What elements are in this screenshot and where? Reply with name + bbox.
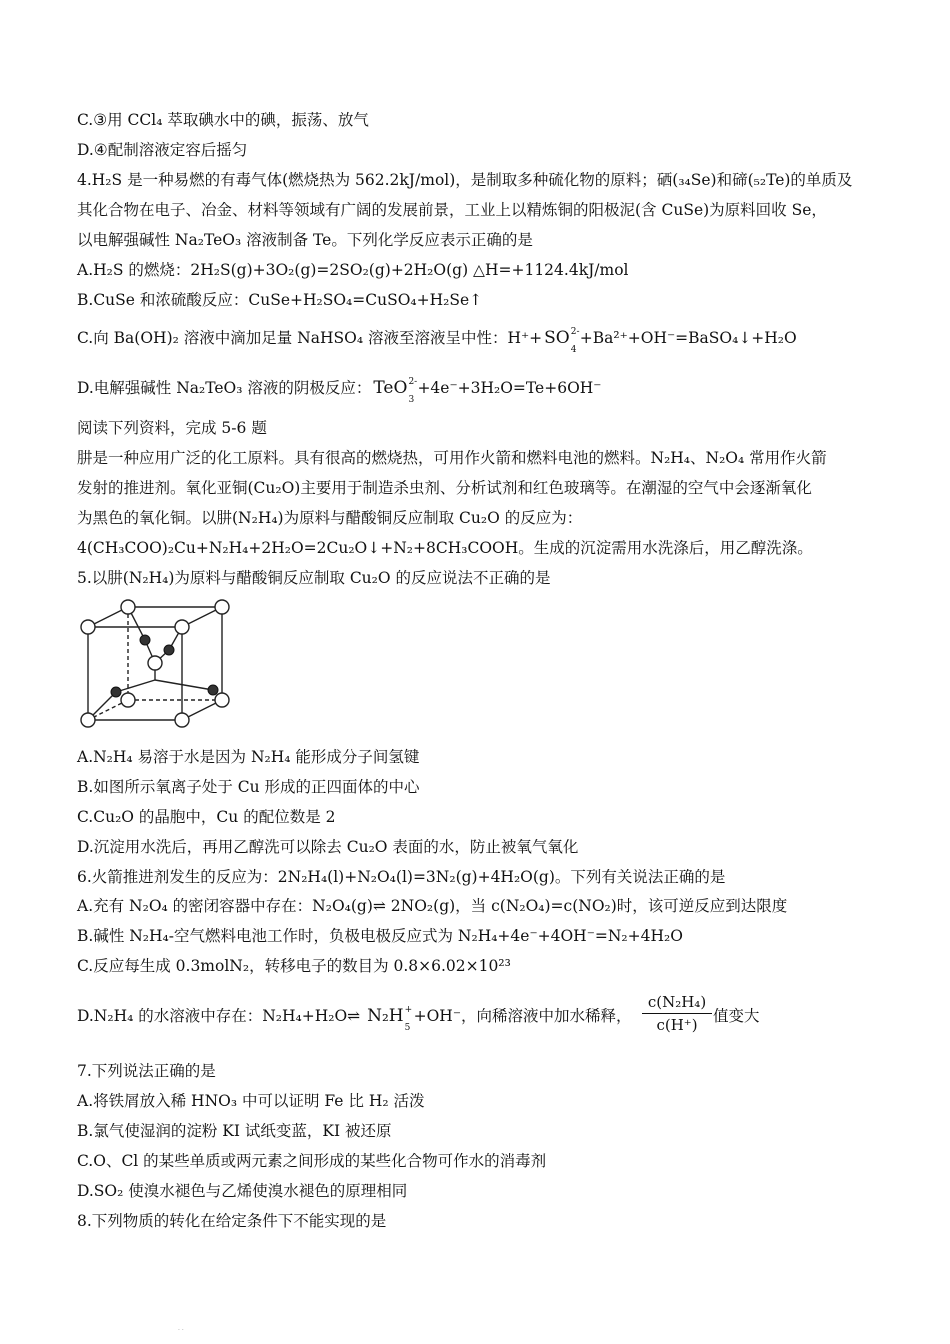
q6-option-d-tail: 值变大 [713, 1007, 760, 1025]
atom-corner [175, 713, 189, 727]
atom-corner [215, 600, 229, 614]
reading-para-line-2: 发射的推进剂。氧化亚铜(Cu₂O)主要用于制造杀虫剂、分析试剂和红色玻璃等。在潮湿的空气中会逐渐氧化 [77, 479, 812, 497]
q4-option-d-tail: +4e⁻+3H₂O=Te+6OH⁻ [417, 379, 602, 397]
q5-option-b: B.如图所示氧离子处于 Cu 形成的正四面体的中心 [77, 778, 420, 796]
q4-option-b: B.CuSe 和浓硫酸反应：CuSe+H₂SO₄=CuSO₄+H₂Se↑ [77, 291, 483, 309]
atom-inner [140, 635, 150, 645]
q6-option-d-mid: +OH⁻，向稀溶液中加水稀释， [413, 1007, 632, 1025]
q4-stem-line-1: 4.H₂S 是一种易燃的有毒气体(燃烧热为 562.2kJ/mol)，是制取多种硫化物的原料；硒(₃₄Se)和碲(₅₂Te)的单质及 [77, 171, 853, 189]
q6-option-c: C.反应每生成 0.3molN₂，转移电子的数目为 0.8×6.02×10²³ [77, 957, 511, 975]
q5-option-d: D.沉淀用水洗后，再用乙醇洗可以除去 Cu₂O 表面的水，防止被氧气氧化 [77, 838, 579, 856]
atom-inner [164, 645, 174, 655]
q6-option-d-text: D.N₂H₄ 的水溶液中存在：N₂H₄+H₂O⇌ [77, 1007, 366, 1025]
atom-corner [81, 620, 95, 634]
q7-option-d: D.SO₂ 使溴水褪色与乙烯使溴水褪色的原理相同 [77, 1182, 408, 1200]
q7-option-b: B.氯气使湿润的淀粉 KI 试纸变蓝，KI 被还原 [77, 1122, 392, 1140]
hydrazinium-ion: N₂H + 5 [367, 1005, 413, 1033]
q4-stem-line-2: 其化合物在电子、冶金、材料等领域有广阔的发展前景，工业上以精炼铜的阳极泥(含 CuSe)为原料回收 Se， [77, 201, 827, 219]
q6-option-b: B.碱性 N₂H₄-空气燃料电池工作时，负极电极反应式为 N₂H₄+4e⁻+4OH⁻=N₂+4H₂O [77, 927, 683, 945]
atom-inner [111, 687, 121, 697]
q8-stem: 8.下列物质的转化在给定条件下不能实现的是 [77, 1212, 387, 1230]
sulfate-ion: SO 2- 4 [544, 327, 580, 355]
q7-stem: 7.下列说法正确的是 [77, 1062, 216, 1080]
q4-option-d [77, 377, 602, 405]
atom-corner [215, 693, 229, 707]
q4-option-c-text: C.向 Ba(OH)₂ 溶液中滴加足量 NaHSO₄ 溶液至溶液呈中性：H⁺+ [77, 329, 543, 347]
atom-center [148, 656, 162, 670]
cu2o-unit-cell-figure [72, 597, 242, 735]
tellurite-ion: TeO 2- 3 [373, 377, 418, 405]
atom-corner [175, 620, 189, 634]
q3-option-c: C.③用 CCl₄ 萃取碘水中的碘，振荡、放气 [77, 111, 369, 129]
q7-option-c: C.O、Cl 的某些单质或两元素之间形成的某些化合物可作水的消毒剂 [77, 1152, 547, 1170]
fraction-denominator: c(H⁺) [656, 1016, 698, 1034]
atom-corner [121, 600, 135, 614]
q4-stem-line-3: 以电解强碱性 Na₂TeO₃ 溶液制备 Te。下列化学反应表示正确的是 [77, 231, 533, 249]
fraction-numerator: c(N₂H₄) [642, 993, 712, 1014]
q4-option-c-tail: +Ba²⁺+OH⁻=BaSO₄↓+H₂O [579, 329, 797, 347]
atom-corner [121, 693, 135, 707]
q5-stem: 5.以肼(N₂H₄)为原料与醋酸铜反应制取 Cu₂O 的反应说法不正确的是 [77, 569, 551, 587]
reading-para-line-3: 为黑色的氧化铜。以肼(N₂H₄)为原料与醋酸铜反应制取 Cu₂O 的反应为： [77, 509, 583, 527]
reading-intro: 阅读下列资料，完成 5-6 题 [77, 419, 267, 437]
reading-para-line-4: 4(CH₃COO)₂Cu+N₂H₄+2H₂O=2Cu₂O↓+N₂+8CH₃COOH。生成的沉淀需用水洗涤后，用乙醇洗涤。 [77, 539, 813, 557]
q4-option-d-text: D.电解强碱性 Na₂TeO₃ 溶液的阴极反应： [77, 379, 372, 397]
concentration-ratio-fraction [642, 993, 712, 1034]
page-footer-mark: · · [178, 1327, 184, 1334]
reading-para-line-1: 肼是一种应用广泛的化工原料。具有很高的燃烧热，可用作火箭和燃料电池的燃料。N₂H₄、N₂O₄ 常用作火箭 [77, 449, 827, 467]
q7-option-a: A.将铁屑放入稀 HNO₃ 中可以证明 Fe 比 H₂ 活泼 [77, 1092, 425, 1110]
atom-inner [208, 685, 218, 695]
q5-option-c: C.Cu₂O 的晶胞中，Cu 的配位数是 2 [77, 808, 336, 826]
q6-option-d [77, 1005, 632, 1033]
q5-option-a: A.N₂H₄ 易溶于水是因为 N₂H₄ 能形成分子间氢键 [77, 748, 420, 766]
atom-corner [81, 713, 95, 727]
q4-option-c [77, 327, 797, 355]
q6-option-a: A.充有 N₂O₄ 的密闭容器中存在：N₂O₄(g)⇌ 2NO₂(g)，当 c(N₂O₄)=c(NO₂)时，该可逆反应到达限度 [77, 897, 788, 915]
q4-option-a: A.H₂S 的燃烧：2H₂S(g)+3O₂(g)=2SO₂(g)+2H₂O(g) △H=+1124.4kJ/mol [77, 261, 629, 279]
q6-stem: 6.火箭推进剂发生的反应为：2N₂H₄(l)+N₂O₄(l)=3N₂(g)+4H₂O(g)。下列有关说法正确的是 [77, 868, 726, 886]
q3-option-d: D.④配制溶液定容后摇匀 [77, 141, 248, 159]
